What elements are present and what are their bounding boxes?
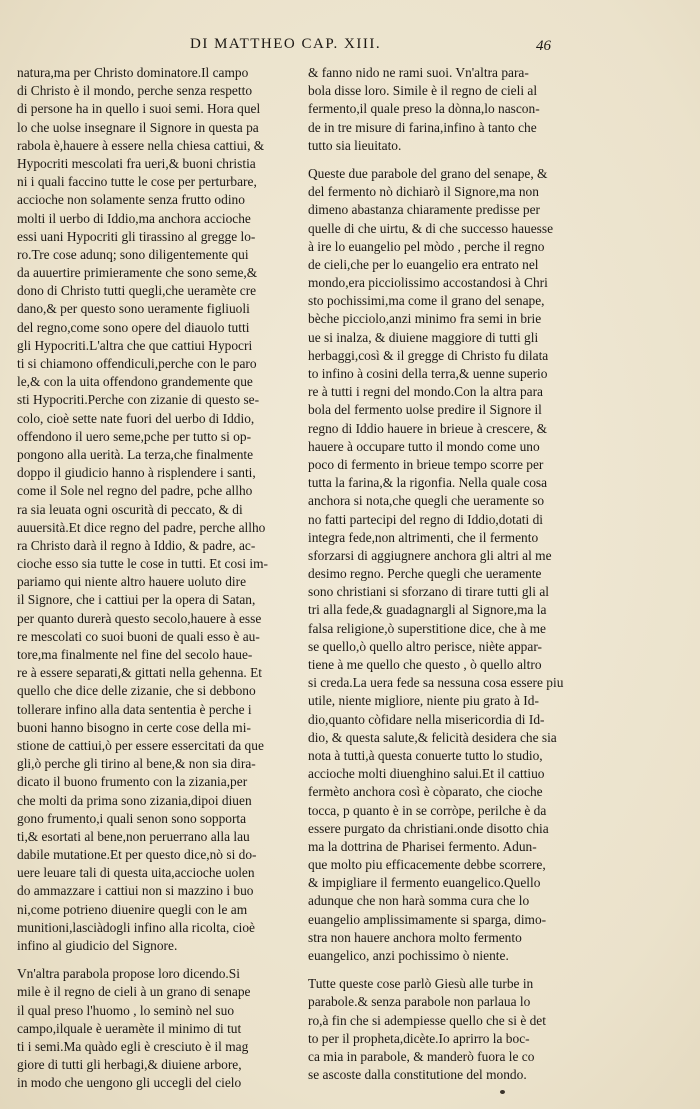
text-line: buoni hanno bisogno in certe cose della mi- [17,719,251,735]
paragraph [17,965,299,1092]
text-line: hauere à occupare tutto il mondo come uno [308,438,540,454]
text-line: re à tutti i regni del mondo.Con la altra para [308,384,544,400]
text-line: Vn'altra parabola propose loro dicendo.Si [17,966,240,982]
text-line: pariamo qui niente altro hauere uoluto dire [17,574,247,590]
text-line: lo che uolse insegnare il Signore in questa pa [17,119,259,135]
text-line: accioche non solamente senza frutto odino [17,192,245,208]
text-line: re mescolati co suoi buoni de quali esso è au- [17,628,260,644]
text-line: re à essere separati,& gittati nella gehenna. Et [17,665,263,681]
text-line: di Christo è il mondo, perche senza respetto [17,83,253,99]
text-line: ni,come potrieno diuenire quegli con le am [17,901,248,917]
text-line: il Signore, che i cattiui per la opera di Satan, [17,592,256,608]
text-line: essi uani Hypocriti gli tirassino al gregge lo- [17,228,256,244]
text-line: bola del fermento uolse predire il Signore il [308,402,542,418]
text-line: se quello,ò quello altro perisce, niète appar- [308,638,542,654]
text-line: parabole.& senza parabole non parlaua lo [308,994,531,1010]
text-line: desimo regno. Perche quegli che ueramente [308,566,542,582]
text-line: ti,& esortati al bene,non peruerrano alla lau [17,828,250,844]
text-line: le,& con la uita offendono grandemente que [17,374,253,390]
text-line: dicato il buono frumento con la zizania,per [17,774,248,790]
text-line: ue si inalza, & diuiene maggiore di tutti gli [308,329,539,345]
text-line: ma la dottrina de Pharisei fermento. Adun- [308,838,537,854]
paragraph [308,165,590,965]
paragraph-gap [308,965,590,975]
text-line: ra sia leuata ogni oscurità di peccato, & di [17,501,243,517]
text-line: il qual preso l'huomo , lo seminò nel suo [17,1002,235,1018]
text-line: no fatti partecipi del regno di Iddio,dotati di [308,511,544,527]
paragraph-gap [308,155,590,165]
paragraph [308,64,590,155]
text-line: del regno,come sono opere del diauolo tutti [17,319,250,335]
text-line: dio,quanto còfidare nella misericordia di Id- [308,711,545,727]
text-line: tri alla fede,& guadagnargli al Signore,ma la [308,602,547,618]
text-line: mondo,era picciolissimo accostandosi à Chri [308,275,548,291]
text-line: dono di Christo tutti quegli,che ueramète cre [17,283,257,299]
text-line: to infino à cosini della terra,& uenne superio [308,366,548,381]
paragraph [308,975,590,1084]
text-line: gli,ò perche gli tirino al bene,& non sia dira- [17,756,256,772]
text-line: sti Hypocriti.Perche con zizanie di questo se- [17,392,260,408]
text-line: del fermento nò dichiarò il Signore,ma non [308,184,539,200]
text-line: Queste due parabole del grano del senape, & [308,165,548,181]
text-line: ni i quali faccino tutte le cose per perturbare, [17,174,257,190]
text-line: sforzarsi di aggiugnere anchora gli altri al me [308,547,552,563]
text-line: gono frumento,i quali senon sono sopporta [17,810,247,826]
text-line: & fanno nido ne rami suoi. Vn'altra para- [308,65,529,80]
text-line: accioche molti diuenghino salui.Et il cattiuo [308,766,545,782]
text-line: tocca, p quanto è in se corròpe, perilche è da [308,802,547,818]
text-line: adunque che non harà somma cura che lo [308,893,530,909]
text-line: quelle di che uirtu, & di che successo hauesse [308,220,554,236]
text-line: tutto sia lieuitato. [308,137,402,153]
text-line: integra fede,non altrimenti, che il fermento [308,529,539,545]
text-line: euangelico, anzi pochissimo ò niente. [308,948,509,963]
text-line: di persone ha in quello i suoi semi. Hora quel [17,101,261,117]
text-line: come il Sole nel regno del padre, pche allho [17,483,253,499]
text-line: euangelio amplissimamente si sparga, dimo- [308,911,547,927]
text-line: & impigliare il fermento euangelico.Quello [308,875,541,891]
text-line: tollerare infino alla data sententia è perche i [17,701,252,717]
text-line: ra Christo darà il regno à Iddio, & padre, ac- [17,537,256,553]
text-line: quello che dice delle zizanie, che si debbono [17,683,256,699]
text-line: cioche esso sia tutte le cose in tutti. Et cosi im- [17,556,269,572]
text-line: ca mia in parabole, & manderò fuora le co [308,1048,535,1064]
text-line: da auuertire primieramente che sono seme,& [17,265,258,281]
text-line: de cieli,che per lo euangelio era entrato nel [308,256,539,272]
text-line: dio, & questa salute,& felicità desidera che sia [308,729,557,745]
page-number: 46 [536,38,551,54]
text-line: che molti da prima sono zizania,dipoi diuen [17,792,252,808]
text-line: sto pochissimi,ma come il grano del senape, [308,293,545,309]
text-line: ro,à fin che si adempiesse quello che si è det [308,1012,546,1028]
text-line: dano,& per questo sono ueramente figliuoli [17,301,250,317]
text-line: stra non hauere anchora molto fermento [308,929,522,945]
left-column [17,64,299,1093]
paragraph [17,64,299,955]
text-line: tore,ma finalmente nel fine del secolo haue- [17,647,253,662]
text-line: herbaggi,così & il gregge di Christo fu dilata [308,347,549,363]
text-line: stione de cattiui,ò per essere essercitati da que [17,737,264,753]
text-line: bola disse loro. Simile è il regno de cieli al [308,83,538,99]
text-line: pongono alla uerità. La terza,che finalmente [17,446,254,462]
text-line: ti i semi.Ma quàdo egli è cresciuto è il mag [17,1038,249,1054]
text-line: de in tre misure di farina,infino à tanto che [308,119,537,135]
text-line: munitioni,lasciàdogli infino alla ricolta, cioè [17,919,255,935]
text-line: falsa religione,ò superstitione dice, che à me [308,620,546,636]
text-line: fermèto anchora così è còparato, che cioche [308,784,543,800]
text-line: molti il uerbo di Iddio,ma anchora accioche [17,210,251,226]
text-line: Tutte queste cose parlò Giesù alle turbe in [308,976,534,992]
text-line: utile, niente migliore, niente piu grato à Id- [308,693,539,709]
text-line: ti si chiamono offendiculi,perche con le paro [17,356,257,371]
text-line: doppo il giudicio hanno à risplendere i santi, [17,465,256,481]
ink-blot [500,1090,505,1094]
text-line: campo,ilquale è ueramète il minimo di tut [17,1020,242,1036]
text-line: si creda.La uera fede sa nessuna cosa essere piu [308,675,564,691]
text-line: in modo che uengono gli uccegli del cielo [17,1075,242,1091]
text-line: per quanto durerà questo secolo,hauere à esse [17,610,262,626]
text-line: dabile mutatione.Et per questo dice,nò si do- [17,847,257,863]
text-line: bèche picciolo,anzi minimo fra semi in brie [308,311,542,327]
text-line: natura,ma per Christo dominatore.Il campo [17,65,249,80]
text-line: gli Hypocriti.L'altra che que cattiui Hypocri [17,337,253,353]
text-line: regno di Iddio hauere in brieue à crescere, & [308,420,548,436]
text-line: tiene à me quello che questo , ò quello altro [308,657,542,672]
text-line: to per il propheta,dicète.Io aprirro la boc- [308,1030,530,1046]
text-line: sono christiani si sforzano di tirare tutti gli al [308,584,549,600]
running-head: DI MATTHEO CAP. XIII. [190,36,382,52]
text-line: offendono il uero seme,pche per tutto si op- [17,428,252,444]
text-line: poco di fermento in brieue tempo scorre per [308,456,544,472]
text-line: nota à tutti,à questa conuerte tutto lo studio, [308,747,543,763]
text-line: se ascoste dalla constitutione del mondo. [308,1067,527,1083]
text-line: à ire lo euangelio pel mòdo , perche il regno [308,238,545,254]
text-line: anchora si nota,che quegli che ueramente so [308,493,545,509]
text-line: fermento,il quale preso la dònna,lo nascon- [308,101,540,117]
right-column [308,64,590,1084]
text-line: dimeno abastanza chiaramente predisse per [308,202,540,218]
text-line: essere purgato da christiani.onde disotto chia [308,820,549,836]
text-line: colo, cioè sette nate fuori del uerbo di Iddio, [17,410,255,426]
text-line: rabola è,hauere à essere nella chiesa cattiui, & [17,137,265,153]
paragraph-gap [17,955,299,965]
text-line: tutta la farina,& la rigonfia. Nella quale cosa [308,475,548,491]
text-line: ro.Tre cose adunq; sono diligentemente qui [17,246,249,262]
text-line: do ammazzare i cattiui non si mazzino i buo [17,883,254,899]
text-line: mile è il regno de cieli à un grano di senape [17,984,251,1000]
text-line: giore di tutti gli herbagi,& diuiene arbore, [17,1057,242,1073]
text-line: uere leuare tali di questa uita,accioche uolen [17,865,255,881]
text-line: Hypocriti mescolati fra ueri,& buoni christia [17,155,256,171]
text-line: infino al giudicio del Signore. [17,938,178,953]
text-line: que molto piu efficacemente debbe scorrere, [308,857,546,873]
text-line: auuersità.Et dice regno del padre, perche allho [17,519,266,535]
